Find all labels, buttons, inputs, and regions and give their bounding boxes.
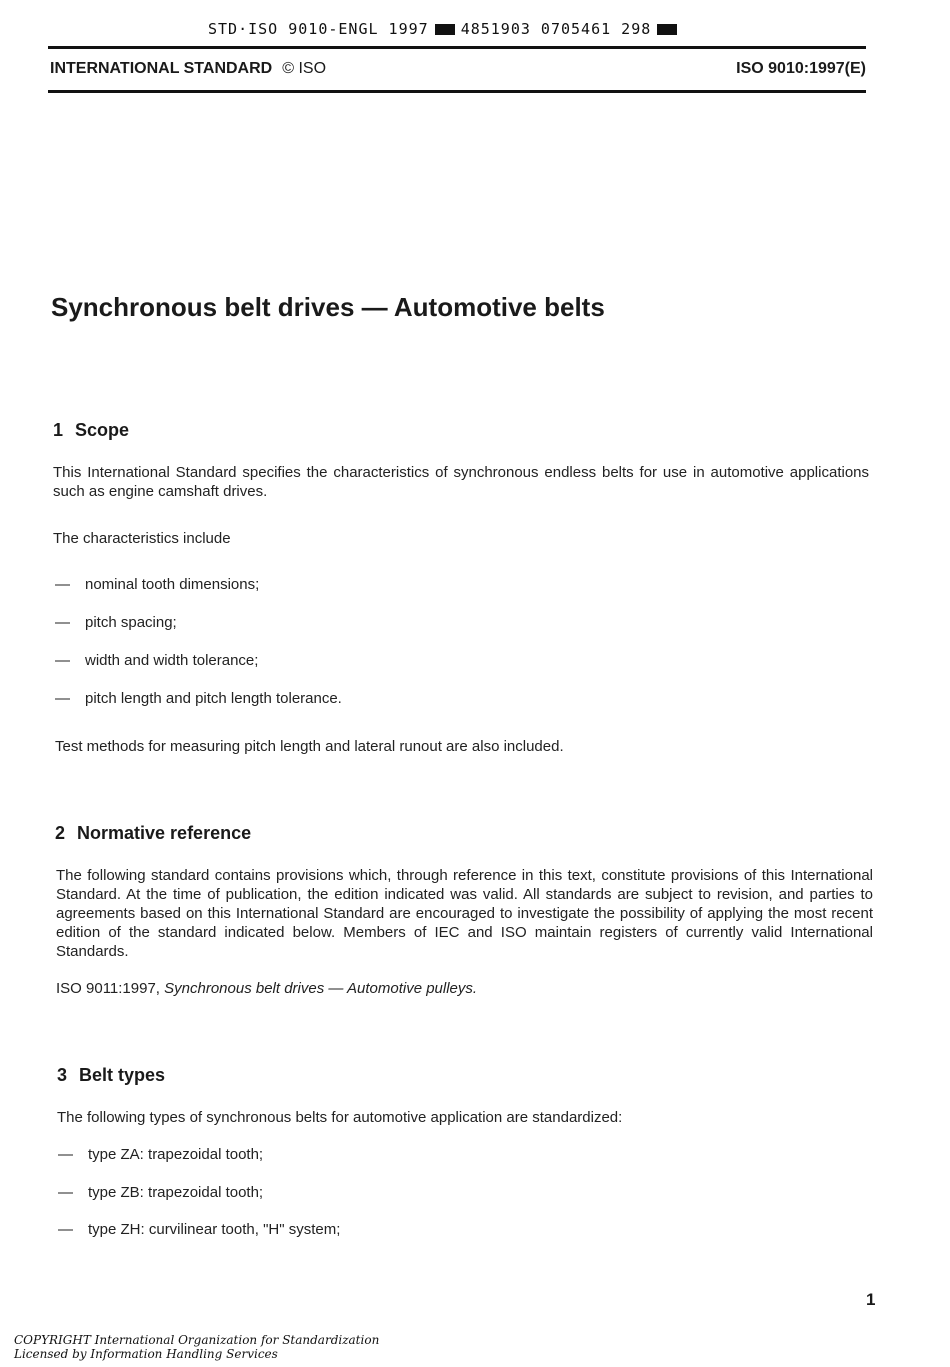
header-left xyxy=(50,60,326,78)
list-item xyxy=(55,576,259,593)
section-title: Scope xyxy=(75,420,130,440)
page-title: Synchronous belt drives — Automotive belts xyxy=(51,292,605,322)
section-2-heading xyxy=(55,823,251,844)
normative-reference-paragraph: The following standard contains provisions which, through reference in this text, constitute provisions of this International Standard. At the time of publication, the edition indicated was valid. All standards are subject to revision, and parties to agreements based on this International Standard are encouraged to investigate the possibility of applying the most recent edition of the standard indicated below. Members of IEC and ISO maintain registers of currently valid International Standards. xyxy=(56,867,873,960)
header-copyright: © ISO xyxy=(282,60,327,77)
reference-title: Synchronous belt drives — Automotive pulleys. xyxy=(164,980,478,997)
list-item-text: type ZH: curvilinear tooth, "H" system; xyxy=(88,1221,341,1238)
scope-paragraph: This International Standard specifies the characteristics of synchronous endless belts for use in automotive applications such as engine camshaft drives. xyxy=(53,464,869,500)
bullet-dash: — xyxy=(55,652,70,669)
bullet-dash: — xyxy=(58,1146,73,1163)
bullet-dash: — xyxy=(55,576,70,593)
test-methods-paragraph: Test methods for measuring pitch length and lateral runout are also included. xyxy=(55,738,564,755)
footer-copyright: COPYRIGHT International Organization for Standardization xyxy=(14,1333,380,1347)
belt-types-intro: The following types of synchronous belts for automotive application are standardized: xyxy=(57,1109,623,1126)
list-item-text: pitch length and pitch length tolerance. xyxy=(85,690,342,707)
list-item xyxy=(55,690,342,707)
section-1-heading xyxy=(53,420,129,441)
footer-license: Licensed by Information Handling Services xyxy=(14,1347,278,1361)
list-item-text: pitch spacing; xyxy=(85,614,177,631)
section-title: Normative reference xyxy=(77,823,252,843)
header-rule-bottom xyxy=(48,90,866,93)
characteristics-intro: The characteristics include xyxy=(53,530,231,547)
document-code-part1: STD·ISO 9010-ENGL 1997 xyxy=(208,20,429,38)
bullet-dash: — xyxy=(58,1184,73,1201)
list-item-text: nominal tooth dimensions; xyxy=(85,576,260,593)
document-code-line xyxy=(208,20,683,38)
redaction-block xyxy=(657,24,677,35)
list-item xyxy=(55,652,258,669)
section-number: 2 xyxy=(55,823,66,843)
bullet-dash: — xyxy=(58,1221,73,1238)
page-number: 1 xyxy=(866,1290,876,1309)
list-item-text: type ZB: trapezoidal tooth; xyxy=(88,1184,264,1201)
header-document-id: ISO 9010:1997(E) xyxy=(736,60,866,77)
section-number: 3 xyxy=(57,1065,68,1085)
section-title: Belt types xyxy=(79,1065,166,1085)
reference-code: ISO 9011:1997, xyxy=(56,980,160,997)
list-item xyxy=(58,1146,263,1163)
header-rule-top xyxy=(48,46,866,49)
document-code-part2: 4851903 0705461 298 xyxy=(460,20,652,38)
list-item-text: width and width tolerance; xyxy=(85,652,259,669)
section-3-heading xyxy=(57,1065,165,1086)
list-item xyxy=(55,614,177,631)
header-standard-label: INTERNATIONAL STANDARD xyxy=(50,60,273,77)
bullet-dash: — xyxy=(55,690,70,707)
section-number: 1 xyxy=(53,420,64,440)
reference-entry xyxy=(56,979,477,998)
bullet-dash: — xyxy=(55,614,70,631)
list-item-text: type ZA: trapezoidal tooth; xyxy=(88,1146,264,1163)
list-item xyxy=(58,1221,340,1238)
list-item xyxy=(58,1184,263,1201)
redaction-block xyxy=(435,24,455,35)
